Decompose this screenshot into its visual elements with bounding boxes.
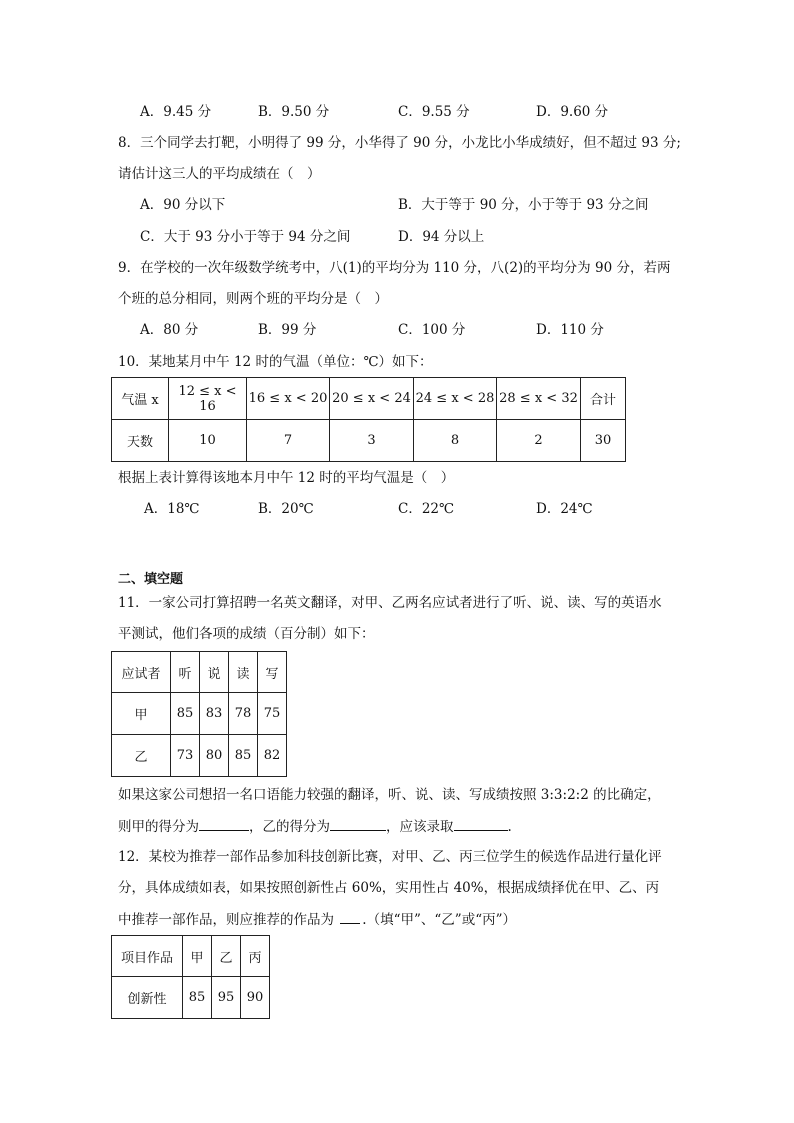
q12-header-cell: 乙 — [212, 936, 241, 977]
q9-option-d: D．110 分 — [536, 322, 604, 338]
q10-header-cell: 气温 x — [112, 378, 169, 420]
q11-text: . — [507, 819, 512, 835]
q11-cell: 80 — [200, 735, 229, 777]
q12-cell: 90 — [241, 977, 270, 1019]
answer-blank[interactable] — [340, 909, 360, 924]
q11-header-cell: 听 — [171, 652, 200, 693]
q9-option-a: A．80 分 — [140, 322, 199, 338]
q7-option-b: B．9.50 分 — [258, 104, 330, 120]
q8-stem-line2: 请估计这三人的平均成绩在（ ） — [118, 166, 321, 182]
q10-header-cell: 合计 — [581, 378, 626, 420]
q11-cell: 83 — [200, 693, 229, 735]
q7-option-d: D．9.60 分 — [536, 104, 609, 120]
answer-blank[interactable] — [330, 816, 386, 831]
q9-option-b: B．99 分 — [258, 322, 317, 338]
q12-score-table — [111, 935, 270, 1019]
q7-option-c: C．9.55 分 — [398, 104, 470, 120]
q10-data-cell: 8 — [414, 420, 497, 462]
q10-data-cell: 2 — [497, 420, 581, 462]
q11-header-cell: 读 — [229, 652, 258, 693]
q11-stem-line2: 平测试，他们各项的成绩（百分制）如下： — [118, 626, 375, 642]
q8-option-d: D．94 分以上 — [398, 229, 485, 245]
q12-header-cell: 丙 — [241, 936, 270, 977]
q10-header-cell: 16 ≤ x < 20 — [247, 378, 330, 420]
q12-header-cell: 甲 — [183, 936, 212, 977]
section-title: 二、填空题 — [118, 572, 184, 587]
q10-data-cell: 3 — [330, 420, 414, 462]
q10-data-cell: 天数 — [112, 420, 169, 462]
q11-score-table — [111, 651, 287, 777]
q12-stem-line3 — [118, 909, 516, 930]
q7-option-a: A．9.45 分 — [140, 104, 212, 120]
q11-cell: 78 — [229, 693, 258, 735]
q11-cell: 甲 — [112, 693, 171, 735]
q12-header-cell: 项目作品 — [112, 936, 183, 977]
q11-header-cell: 说 — [200, 652, 229, 693]
q9-stem-line2: 个班的总分相同，则两个班的平均分是（ ） — [118, 291, 388, 307]
q12-text: .（填“甲”、“乙”或“丙”） — [362, 912, 516, 928]
q12-cell: 95 — [212, 977, 241, 1019]
q9-option-c: C．100 分 — [398, 322, 466, 338]
q10-stem-line2: 根据上表计算得该地本月中午 12 时的平均气温是（ ） — [118, 470, 455, 486]
q12-text: 中推荐一部作品，则应推荐的作品为 — [118, 912, 339, 928]
q10-stem-line1: 10．某地某月中午 12 时的气温（单位：℃）如下： — [118, 354, 433, 370]
q8-option-b: B．大于等于 90 分，小于等于 93 分之间 — [398, 197, 649, 213]
q11-header-cell: 写 — [258, 652, 287, 693]
q10-data-cell: 7 — [247, 420, 330, 462]
q12-stem-line2: 分，具体成绩如表，如果按照创新性占 60%，实用性占 40%，根据成绩择优在甲、乙、丙 — [118, 880, 660, 896]
q9-stem-line1: 9．在学校的一次年级数学统考中，八(1)的平均分为 110 分，八(2)的平均分为 90 分，若两 — [118, 260, 671, 276]
q11-cell: 乙 — [112, 735, 171, 777]
q10-data-cell: 10 — [169, 420, 247, 462]
answer-blank[interactable] — [454, 816, 508, 831]
q11-stem-line1: 11．一家公司打算招聘一名英文翻译，对甲、乙两名应试者进行了听、说、读、写的英语水 — [118, 595, 662, 611]
q10-option-b: B．20℃ — [258, 501, 314, 517]
q10-option-c: C．22℃ — [398, 501, 455, 517]
q10-header-cell: 12 ≤ x < 16 — [169, 378, 247, 420]
q12-cell: 创新性 — [112, 977, 183, 1019]
q12-cell: 85 — [183, 977, 212, 1019]
answer-blank[interactable] — [199, 816, 249, 831]
q10-option-a: A．18℃ — [144, 501, 200, 517]
q11-header-cell: 应试者 — [112, 652, 171, 693]
q10-header-cell: 28 ≤ x < 32 — [497, 378, 581, 420]
q11-stem-line3: 如果这家公司想招一名口语能力较强的翻译，听、说、读、写成绩按照 3:3:2:2 的比确定， — [118, 787, 661, 803]
q10-option-d: D．24℃ — [536, 501, 593, 517]
q11-text: 则甲的得分为 — [118, 819, 199, 835]
q12-stem-line1: 12．某校为推荐一部作品参加科技创新比赛，对甲、乙、丙三位学生的候选作品进行量化评 — [118, 849, 662, 865]
q10-header-cell: 24 ≤ x < 28 — [414, 378, 497, 420]
q8-option-a: A．90 分以下 — [140, 197, 226, 213]
q10-header-cell: 20 ≤ x < 24 — [330, 378, 414, 420]
q11-cell: 85 — [229, 735, 258, 777]
q11-text: ，乙的得分为 — [249, 819, 330, 835]
q11-stem-line4 — [118, 816, 512, 837]
q11-cell: 82 — [258, 735, 287, 777]
q11-cell: 73 — [171, 735, 200, 777]
q11-text: ，应该录取 — [386, 819, 454, 835]
q10-temperature-table — [111, 377, 626, 462]
q8-stem-line1: 8．三个同学去打靶，小明得了 99 分，小华得了 90 分，小龙比小华成绩好，但不超过 93 分; — [118, 135, 681, 151]
q11-cell: 85 — [171, 693, 200, 735]
q11-cell: 75 — [258, 693, 287, 735]
q10-data-cell: 30 — [581, 420, 626, 462]
q8-option-c: C．大于 93 分小于等于 94 分之间 — [140, 229, 351, 245]
